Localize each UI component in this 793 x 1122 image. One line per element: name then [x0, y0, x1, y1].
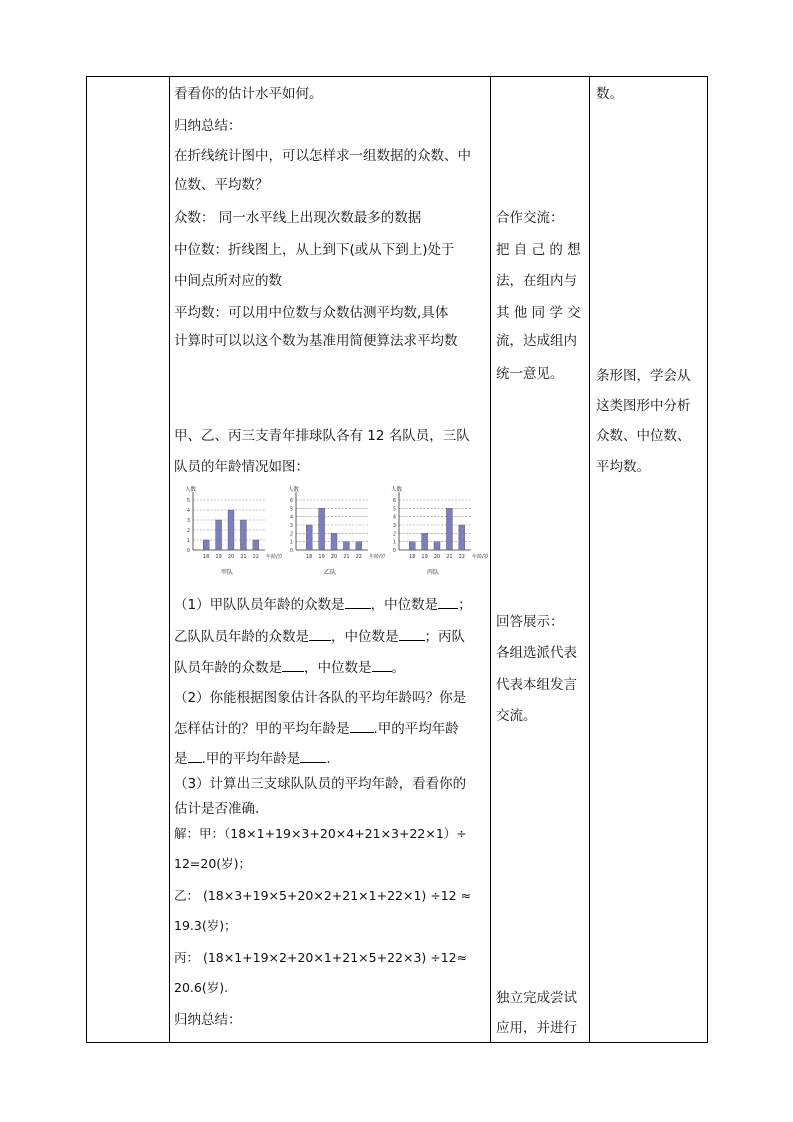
- question-1-cont: 队员年龄的众数是 ，中位数是 。: [174, 660, 405, 676]
- answer-blank: [282, 659, 304, 672]
- y-tick-label: 4: [392, 514, 396, 521]
- bar: [306, 525, 312, 550]
- activity-text: 各组选派代表: [496, 645, 577, 661]
- problem-intro: 甲、乙、丙三支青年排球队各有 12 名队员，三队: [174, 428, 470, 444]
- bar: [331, 533, 337, 550]
- text-line: 中间点所对应的数: [174, 273, 282, 289]
- bar: [216, 520, 222, 550]
- answer-blank: [350, 720, 374, 733]
- solution-line: 19.3(岁)；: [174, 918, 237, 933]
- bar: [446, 508, 452, 550]
- solution-line: 丙： (18×1+19×2+20×1+21×5+22×3) ÷12≈: [174, 950, 468, 965]
- x-tick-label: 19: [215, 554, 222, 560]
- y-tick-label: 2: [186, 528, 190, 534]
- bar: [409, 542, 415, 550]
- activity-text: 其 他 同 学 交: [496, 305, 581, 321]
- y-axis-label: 人数: [185, 487, 197, 493]
- y-tick-label: 3: [186, 518, 190, 524]
- activity-label: 回答展示：: [496, 614, 564, 630]
- bar: [240, 520, 246, 550]
- bar: [422, 533, 428, 550]
- question-1: （1）甲队队员年龄的众数是 ，中位数是 ；: [174, 597, 472, 613]
- answer-blank: [300, 750, 326, 763]
- x-tick-label: 22: [252, 554, 259, 560]
- y-tick-label: 1: [186, 538, 190, 544]
- answer-blank: [399, 628, 425, 641]
- solution-line: 12=20(岁)；: [174, 856, 252, 871]
- y-tick-label: 5: [392, 506, 396, 513]
- x-tick-label: 22: [355, 554, 362, 560]
- activity-label: 合作交流：: [496, 210, 564, 226]
- y-tick-label: 0: [392, 548, 396, 554]
- question-1-cont: 乙队队员年龄的众数是 ，中位数是 ；丙队: [174, 629, 465, 645]
- solution-line: 20.6(岁).: [174, 980, 229, 995]
- x-axis-label: 年龄/岁: [266, 554, 283, 560]
- bar: [356, 542, 362, 550]
- activity-text: 应用，并进行: [496, 1020, 577, 1036]
- x-tick-label: 21: [446, 554, 453, 560]
- y-tick-label: 5: [186, 498, 190, 504]
- x-tick-label: 18: [203, 554, 210, 560]
- bar: [434, 542, 440, 550]
- team-age-bar-charts: [183, 484, 493, 594]
- y-axis-label: 人数: [288, 487, 300, 493]
- summary-heading: 归纳总结：: [174, 118, 242, 134]
- bar: [343, 542, 349, 550]
- y-axis-label: 人数: [391, 487, 403, 493]
- y-tick-label: 1: [392, 539, 396, 546]
- activity-text: 把 自 己 的 想: [496, 242, 581, 258]
- summary-heading: 归纳总结：: [174, 1012, 242, 1028]
- y-tick-label: 3: [392, 523, 396, 529]
- text-line: 位数、平均数？: [174, 177, 269, 193]
- problem-intro: 队员的年龄情况如图：: [174, 459, 309, 475]
- x-tick-label: 20: [330, 554, 338, 560]
- answer-blank: [188, 750, 202, 763]
- question-3: （3）计算出三支球队队员的平均年龄，看看你的: [174, 776, 467, 792]
- activity-text: 法，在组内与: [496, 273, 577, 289]
- bar: [228, 510, 234, 550]
- x-tick-label: 19: [318, 554, 325, 560]
- bar-charts-svg: [183, 484, 493, 594]
- activity-text: 代表本组发言: [496, 677, 577, 693]
- x-tick-label: 22: [458, 554, 465, 560]
- question-2-cont: 是 .甲的平均年龄是 .: [174, 751, 331, 767]
- text-line: 中位数：折线图上，从上到下(或从下到上)处于: [174, 242, 455, 258]
- x-tick-label: 18: [409, 554, 416, 560]
- activity-text: 统一意见。: [496, 366, 564, 382]
- y-tick-label: 2: [289, 531, 293, 538]
- chart-title: 乙队: [323, 569, 337, 576]
- question-2-cont: 怎样估计的？甲的平均年龄是 .甲的平均年龄: [174, 721, 459, 737]
- y-tick-label: 6: [289, 498, 293, 504]
- chart-title: 甲队: [220, 569, 234, 576]
- bar: [253, 540, 259, 550]
- activity-text: 流，达成组内: [496, 333, 577, 349]
- answer-blank: [438, 596, 458, 609]
- y-tick-label: 5: [289, 506, 293, 513]
- y-tick-label: 4: [289, 514, 293, 521]
- text-line: 看看你的估计水平如何。: [174, 86, 323, 102]
- text-line: 平均数：可以用中位数与众数估测平均数,具体: [174, 305, 449, 321]
- bar: [459, 525, 465, 550]
- solution-line: 乙： (18×3+19×5+20×2+21×1+22×1) ÷12 ≈: [174, 888, 472, 903]
- text-line: 在折线统计图中，可以怎样求一组数据的众数、中: [174, 148, 471, 164]
- x-tick-label: 20: [433, 554, 441, 560]
- goal-text: 条形图，学会从: [596, 368, 691, 384]
- x-axis-label: 年龄/岁: [472, 554, 489, 560]
- y-tick-label: 1: [289, 539, 293, 546]
- answer-blank: [309, 628, 331, 641]
- question-2: （2）你能根据图象估计各队的平均年龄吗？你是: [174, 690, 467, 706]
- answer-blank: [372, 659, 392, 672]
- y-tick-label: 6: [392, 498, 396, 504]
- y-tick-label: 0: [289, 548, 293, 554]
- activity-text: 交流。: [496, 708, 537, 724]
- text-line: 计算时可以以这个数为基准用简便算法求平均数: [174, 333, 458, 349]
- goal-text: 数。: [596, 86, 623, 102]
- column-divider: [169, 77, 170, 1042]
- y-tick-label: 4: [186, 508, 190, 514]
- chart-title: 丙队: [426, 569, 440, 576]
- question-3-cont: 估计是否准确.: [174, 801, 260, 817]
- x-tick-label: 19: [421, 554, 428, 560]
- bar: [203, 540, 209, 550]
- goal-text: 平均数。: [596, 459, 650, 475]
- activity-text: 独立完成尝试: [496, 990, 577, 1006]
- goal-text: 这类图形中分析: [596, 398, 691, 414]
- y-tick-label: 3: [289, 523, 293, 529]
- goal-text: 众数、中位数、: [596, 428, 691, 444]
- text-line: 众数： 同一水平线上出现次数最多的数据: [174, 210, 422, 226]
- y-tick-label: 0: [186, 548, 190, 554]
- x-tick-label: 18: [306, 554, 313, 560]
- column-divider: [589, 77, 590, 1042]
- solution-line: 解：甲：（18×1+19×3+20×4+21×3+22×1）÷: [174, 826, 467, 841]
- x-tick-label: 21: [343, 554, 350, 560]
- x-tick-label: 21: [240, 554, 247, 560]
- answer-blank: [345, 596, 371, 609]
- x-tick-label: 20: [227, 554, 235, 560]
- bar: [319, 508, 325, 550]
- x-axis-label: 年龄/岁: [369, 554, 386, 560]
- y-tick-label: 2: [392, 531, 396, 538]
